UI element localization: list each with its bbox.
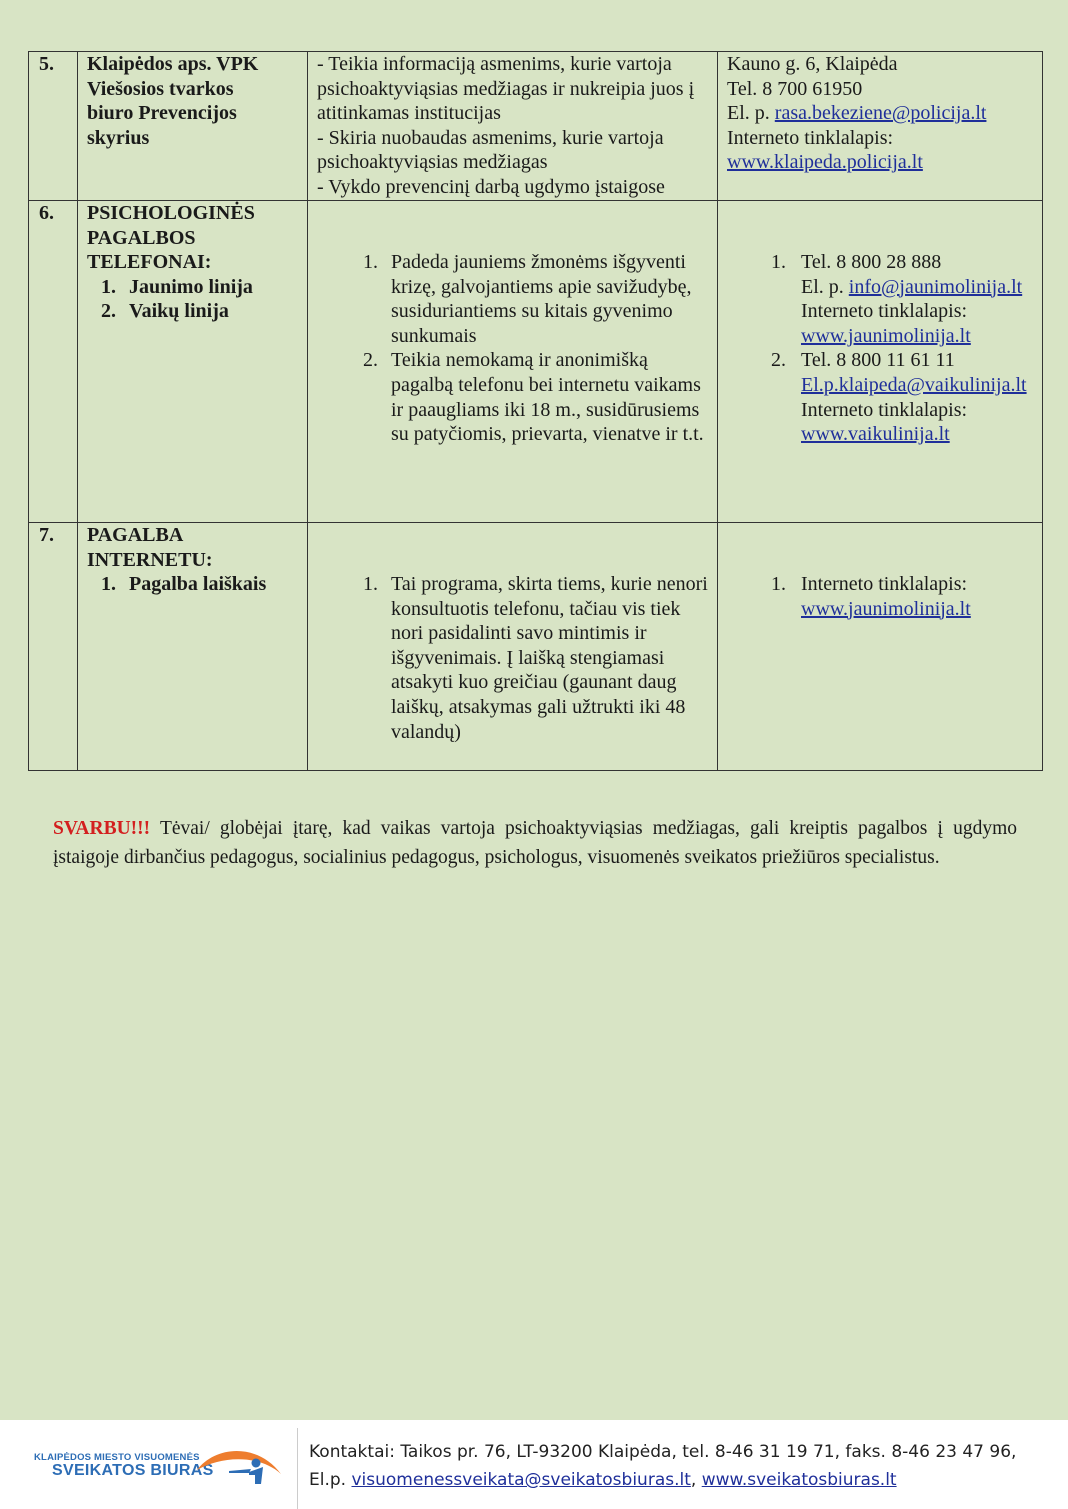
service-item: - Skiria nuobaudas asmenims, kurie vartoja psichoaktyviąsias medžiagas [317, 126, 664, 174]
important-note [53, 815, 1017, 872]
web-label: Interneto tinklalapis: [727, 126, 894, 149]
website-link[interactable]: www.vaikulinija.lt [801, 423, 950, 446]
email-line [801, 275, 1034, 300]
logo-figure-icon [185, 1444, 285, 1490]
organization-cell [78, 523, 308, 771]
phone: Tel. 8 700 61950 [727, 77, 863, 100]
footer-website-link[interactable]: www.sveikatosbiuras.lt [701, 1470, 897, 1490]
footer-contacts [309, 1438, 1059, 1494]
address: Kauno g. 6, Klaipėda [727, 53, 898, 75]
row-number: 6. [29, 201, 78, 523]
service-item: - Vykdo prevencinį darbą ugdymo įstaigose [317, 175, 665, 198]
contacts-list [727, 572, 1034, 621]
email-label: El. p. [801, 275, 844, 298]
website-link[interactable]: www.jaunimolinija.lt [801, 597, 971, 620]
org-line: Viešosios tvarkos [87, 77, 234, 100]
logo-title: SVEIKATOS BIURAS [52, 1462, 214, 1479]
website-link[interactable]: www.klaipeda.policija.lt [727, 151, 923, 174]
footer [0, 1420, 1068, 1509]
website-link[interactable]: www.jaunimolinija.lt [801, 324, 971, 347]
contact-item [791, 250, 1034, 348]
org-sub-item: 1. Jaunimo linija [121, 275, 299, 300]
org-sub-list [87, 572, 299, 597]
phone: 2. Tel. 8 800 11 61 11 [801, 349, 955, 372]
contacts-email-line [309, 1466, 1059, 1494]
web-label: Interneto tinklalapis: [801, 300, 968, 323]
org-line: biuro Prevencijos [87, 102, 237, 125]
services-cell [308, 52, 718, 201]
web-label: Interneto tinklalapis: [801, 398, 968, 421]
org-line: PSICHOLOGINĖS [87, 202, 255, 224]
email-link[interactable]: info@jaunimolinija.lt [848, 275, 1023, 298]
table-row [29, 201, 1043, 523]
table-row [29, 52, 1043, 201]
organization-cell [78, 52, 308, 201]
contact-cell [718, 523, 1043, 771]
footer-email-link[interactable]: visuomenessveikata@sveikatosbiuras.lt [351, 1470, 691, 1490]
org-line: PAGALBA [87, 524, 184, 546]
email-link[interactable]: El.p.klaipeda@vaikulinija.lt [801, 373, 1027, 396]
service-item: 2. Teikia nemokamą ir anonimišką pagalbą telefonu bei internetu vaikams ir paaugliams iki 18 m., susidūrusiems su patyčiomis, prievarta, vienatve ir t.t. [383, 348, 709, 446]
service-item: - Teikia informaciją asmenims, kurie vartoja psichoaktyviąsias medžiagas ir nukreipia juos į atitinkamas institucijas [317, 53, 695, 125]
services-list [317, 250, 709, 447]
org-line: skyrius [87, 126, 150, 149]
services-cell [308, 201, 718, 523]
email-link[interactable]: rasa.bekeziene@policija.lt [774, 102, 987, 125]
service-item: 1. Tai programa, skirta tiems, kurie nenori konsultuotis telefonu, tačiau vis tiek nori pasidalinti savo mintimis ir išgyvenimais. Į laišką stengiamasi atsakyti kuo greičiau (gaunant daug laiškų, atsakymas gali užtrukti iki 48 valandų) [383, 572, 709, 744]
org-line: PAGALBOS [87, 226, 196, 249]
table-row [29, 523, 1043, 771]
email-line [727, 101, 1034, 126]
row-number: 7. [29, 523, 78, 771]
contact-cell [718, 201, 1043, 523]
organization-cell [78, 201, 308, 523]
web-label: 1. Interneto tinklalapis: [801, 573, 968, 595]
phone: 1. Tel. 8 800 28 888 [801, 251, 942, 273]
logo-subtitle: KLAIPĖDOS MIESTO VISUOMENĖS [34, 1452, 200, 1463]
footer-email-label: El.p. [309, 1470, 347, 1490]
org-line: TELEFONAI: [87, 251, 212, 274]
service-item: 1. Padeda jauniems žmonėms išgyventi krizę, galvojantiems apie savižudybę, susiduriantiems su kitais gyvenimo sunkumais [383, 250, 709, 348]
org-sub-list [87, 275, 299, 324]
org-sub-item: 1. Pagalba laiškais [121, 572, 299, 597]
email-label: El. p. [727, 102, 770, 125]
contacts-list [727, 250, 1034, 447]
contact-cell [718, 52, 1043, 201]
org-sub-item: 2. Vaikų linija [121, 299, 299, 324]
footer-separator: , [690, 1470, 697, 1490]
services-table [28, 51, 1043, 771]
important-label: SVARBU!!! [53, 818, 151, 839]
note-text: Tėvai/ globėjai įtarę, kad vaikas vartoja psichoaktyviąsias medžiagas, gali kreiptis pagalbos į ugdymo įstaigoje dirbančius pedagogus, socialinius pedagogus, psichologus, visuomenės sveikatos priežiūros specialistus. [53, 818, 1017, 868]
services-cell [308, 523, 718, 771]
organization-logo [30, 1442, 292, 1492]
footer-divider [297, 1428, 298, 1509]
contacts-line: Kontaktai: Taikos pr. 76, LT-93200 Klaipėda, tel. 8-46 31 19 71, faks. 8-46 23 47 96, [309, 1442, 1017, 1462]
row-number: 5. [29, 52, 78, 201]
contact-item [791, 348, 1034, 446]
contact-item [791, 572, 1034, 621]
org-line: INTERNETU: [87, 548, 213, 571]
org-line: Klaipėdos aps. VPK [87, 53, 259, 75]
services-list [317, 572, 709, 744]
